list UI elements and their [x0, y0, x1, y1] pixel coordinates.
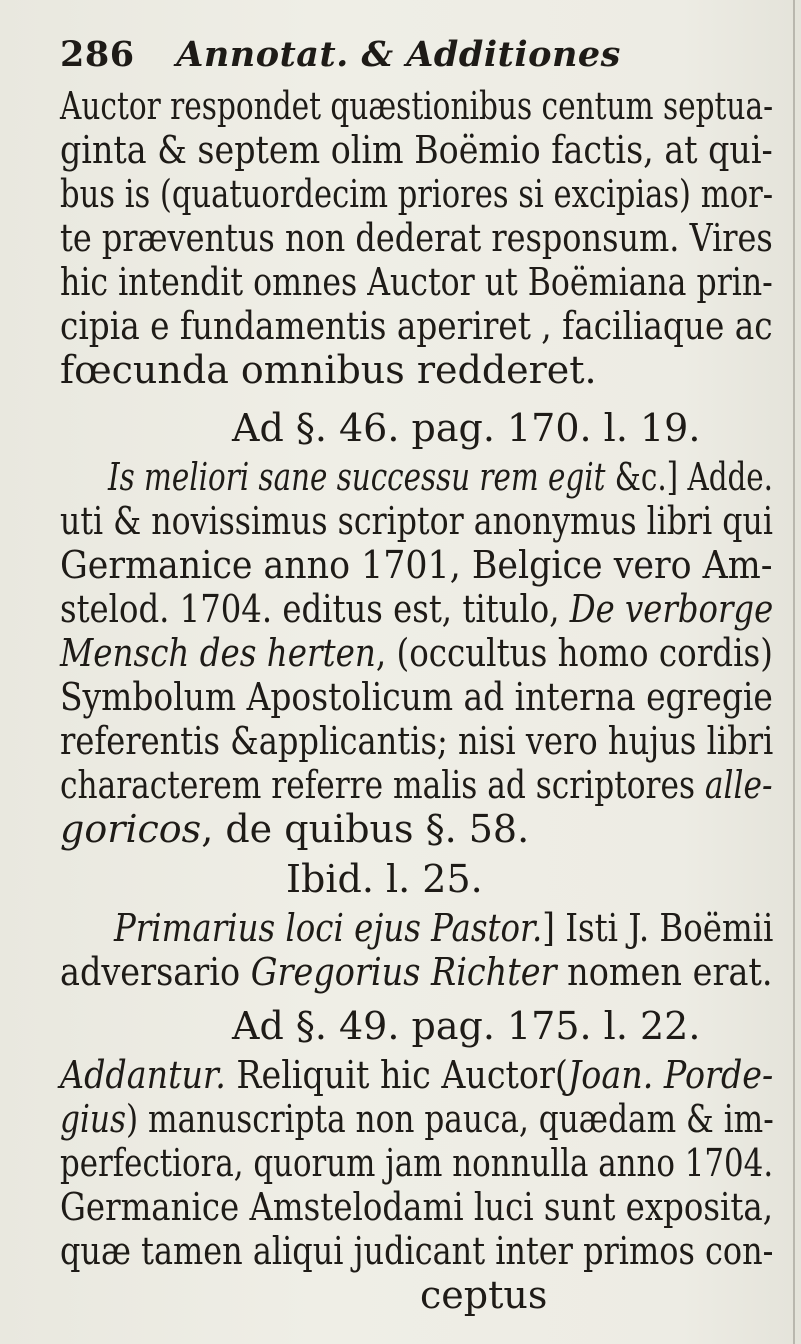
- text-run: ] Isti J. Boëmii: [542, 906, 774, 950]
- text-line: referentis &applicantis; nisi vero hujus libri: [60, 719, 774, 763]
- person-name: gius: [60, 1097, 126, 1141]
- text-line: fœcunda omnibus redderet.: [60, 348, 597, 392]
- text-line: quæ tamen aliqui judicant inter primos con-: [60, 1229, 774, 1273]
- text-line: te præventus non dederat responsum. Vires: [60, 216, 773, 260]
- text-line: [60, 587, 773, 631]
- section-reference: Ibid. l. 25.: [286, 857, 483, 901]
- book-title: De verborge: [569, 587, 774, 631]
- text-run: nomen erat.: [556, 950, 773, 994]
- text-line: uti & novissimus scriptor anonymus libri qui: [60, 499, 773, 543]
- text-line: Auctor respondet quæstionibus centum septua-: [60, 84, 774, 128]
- text-line: [114, 906, 773, 950]
- page-header: [60, 34, 621, 75]
- lemma: Addantur.: [60, 1053, 226, 1097]
- person-name: Gregorius Richter: [250, 950, 557, 994]
- text-line: hic intendit omnes Auctor ut Boëmiana prin-: [60, 260, 773, 304]
- page-number: 286: [60, 34, 135, 75]
- text-run: stelod. 1704. editus est, titulo,: [60, 587, 570, 631]
- text-line: [60, 807, 529, 851]
- text-line: cipia e fundamentis aperiret , faciliaque ac: [60, 304, 773, 348]
- text-line: [60, 950, 773, 994]
- text-line: Germanice anno 1701, Belgice vero Am-: [60, 543, 773, 587]
- text-run: ) manuscripta non pauca, quædam & im-: [125, 1097, 774, 1141]
- text-line: [60, 763, 773, 807]
- text-run: characterem referre malis ad scriptores: [60, 763, 705, 807]
- book-title: Mensch des herten: [60, 631, 376, 675]
- lemma: Is meliori sane successu rem egit: [108, 455, 606, 499]
- text-run: , (occultus homo cordis): [375, 631, 773, 675]
- person-name: Joan. Porde-: [567, 1053, 774, 1097]
- running-title: Annotat. & Additiones: [176, 34, 621, 75]
- text-line: bus is (quatuordecim priores si excipias) mor-: [60, 172, 774, 216]
- catchword: ceptus: [420, 1273, 548, 1317]
- text-line: perfectiora, quorum jam nonnulla anno 1704.: [60, 1141, 774, 1185]
- text-line: Germanice Amstelodami luci sunt exposita,: [60, 1185, 774, 1229]
- section-reference: Ad §. 49. pag. 175. l. 22.: [232, 1004, 701, 1048]
- text-line: [60, 1097, 774, 1141]
- italic-word: goricos: [60, 807, 202, 851]
- text-line: [108, 455, 773, 499]
- text-run: Reliquit hic Auctor(: [225, 1053, 568, 1097]
- text-run: , de quibus §. 58.: [201, 807, 530, 851]
- page-edge: [793, 0, 795, 1344]
- text-run: adversario: [60, 950, 251, 994]
- section-reference: Ad §. 46. pag. 170. l. 19.: [232, 406, 701, 450]
- text-line: ginta & septem olim Boëmio factis, at qui-: [60, 128, 773, 172]
- text-run: &c.] Adde.: [605, 455, 774, 499]
- italic-word: alle-: [704, 763, 773, 807]
- text-line: [60, 631, 773, 675]
- text-line: Symbolum Apostolicum ad interna egregie: [60, 675, 773, 719]
- text-line: [60, 1053, 773, 1097]
- lemma: Primarius loci ejus Pastor.: [114, 906, 543, 950]
